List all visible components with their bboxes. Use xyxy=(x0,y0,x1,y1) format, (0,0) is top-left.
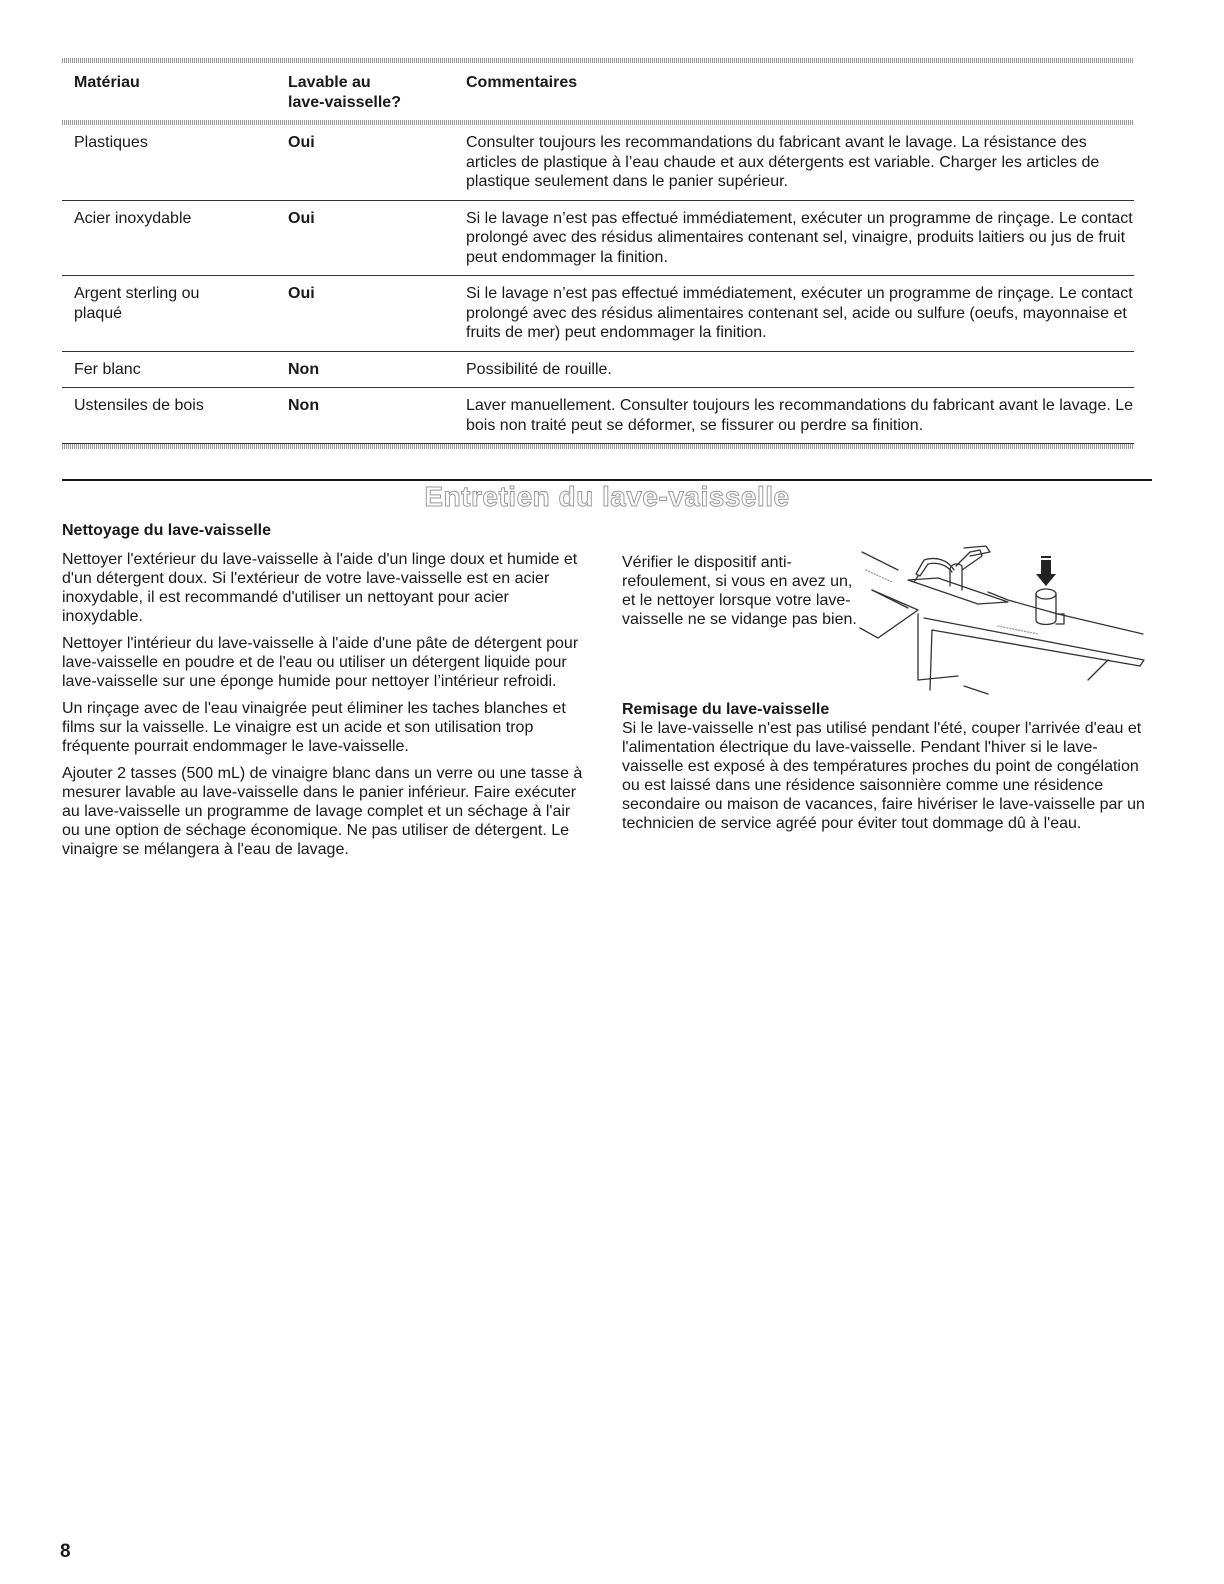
header-washable-line1: Lavable au xyxy=(288,74,371,91)
table-row xyxy=(62,201,1134,277)
row-material: Acier inoxydable xyxy=(74,209,192,227)
row-washable: Oui xyxy=(288,134,315,151)
header-washable-line2: lave-vaisselle? xyxy=(288,93,401,111)
row-material: Plastiques xyxy=(74,134,148,151)
cleaning-paragraph: Un rinçage avec de l'eau vinaigrée peut éliminer les taches blanches et films sur la vaisselle. Le vinaigre est un acide et son utilisation trop fréquente pourrait endommager le lave-vaisselle. xyxy=(62,700,566,755)
cleaning-paragraph: Nettoyer l'extérieur du lave-vaisselle à l'aide d'un linge doux et humide et d'un détergent doux. Si l'extérieur de votre lave-vaisselle est en acier inoxydable, il est recommandé d'utiliser un nettoyant pour acier inoxydable. xyxy=(62,551,578,625)
table-row xyxy=(62,276,1134,352)
storage-text: Si le lave-vaisselle n'est pas utilisé pendant l'été, couper l'arrivée d'eau et l'alimentation électrique du lave-vaisselle. Pendant l'hiver si le lave-vaisselle est exposé à des températures proches du point de congélation ou est laissé dans une résidence saisonnière comme une résidence secondaire ou maison de vacances, faire hivériser le lave-vaisselle par un technicien de service agréé pour éviter tout dommage dû à l'eau. xyxy=(622,720,1145,832)
row-material: Ustensiles de bois xyxy=(74,397,204,414)
table-row xyxy=(62,352,1134,389)
row-washable: Non xyxy=(288,360,320,378)
header-washable xyxy=(288,73,466,112)
row-comment: Laver manuellement. Consulter toujours les recommandations du fabricant avant le lavage. Le bois non traité peut se déformer, se fissurer ou perdre sa finition. xyxy=(466,397,1134,434)
materials-table xyxy=(62,58,1134,449)
row-washable: Non xyxy=(288,397,320,414)
sink-air-gap-icon xyxy=(858,530,1152,700)
row-comment: Si le lavage n’est pas effectué immédiatement, exécuter un programme de rinçage. Le contact prolongé avec des résidus alimentaires contenant sel, acide ou sulfure (oeufs, mayonnaise et fruits de mer) peut endommager la finition. xyxy=(466,285,1133,341)
table-bottom-border xyxy=(62,444,1134,449)
storage-heading: Remisage du lave-vaisselle xyxy=(622,701,830,718)
table-row xyxy=(62,388,1134,444)
row-material: Argent sterling ou plaqué xyxy=(74,285,200,322)
row-washable: Oui xyxy=(288,285,315,302)
row-comment: Consulter toujours les recommandations du fabricant avant le lavage. La résistance des articles de plastique à l’eau chaude et aux détergents est variable. Charger les articles de plastique seulement dans le panier supérieur. xyxy=(466,134,1100,190)
cleaning-section xyxy=(62,521,592,867)
header-comments: Commentaires xyxy=(466,74,578,91)
page-number: 8 xyxy=(60,1541,71,1562)
header-material: Matériau xyxy=(74,74,140,91)
cleaning-paragraph: Nettoyer l'intérieur du lave-vaisselle à l'aide d'une pâte de détergent pour lave-vaisselle en poudre et de l'eau ou utiliser un détergent liquide pour lave-vaisselle sur une éponge humide pour nettoyer l’intérieur refroidi. xyxy=(62,635,579,690)
storage-section xyxy=(622,700,1152,833)
row-comment: Possibilité de rouille. xyxy=(466,360,612,378)
row-material: Fer blanc xyxy=(74,360,141,378)
table-header-row xyxy=(62,63,1134,120)
row-washable: Oui xyxy=(288,209,315,227)
row-comment: Si le lavage n’est pas effectué immédiatement, exécuter un programme de rinçage. Le contact prolongé avec des résidus alimentaires contenant sel, vinaigre, produits laitiers ou jus de fruit peut endommager la finition. xyxy=(466,209,1133,266)
check-device-text: Vérifier le dispositif anti-refoulement, si vous en avez un, et le nettoyer lorsque votre lave-vaisselle ne se vidange pas bien. xyxy=(622,554,857,628)
table-header-divider xyxy=(62,120,1134,125)
cleaning-heading: Nettoyage du lave-vaisselle xyxy=(62,522,271,539)
table-row xyxy=(62,125,1134,201)
cleaning-paragraph: Ajouter 2 tasses (500 mL) de vinaigre blanc dans un verre ou une tasse à mesurer lavable au lave-vaisselle dans le panier inférieur. Faire exécuter au lave-vaisselle un programme de lavage complet et un séchage à l'air ou une option de séchage économique. Ne pas utiliser de détergent. Le vinaigre se mélangera à l'eau de lavage. xyxy=(62,765,583,858)
table-top-border xyxy=(62,58,1134,63)
section-title: Entretien du lave-vaisselle xyxy=(424,481,790,512)
